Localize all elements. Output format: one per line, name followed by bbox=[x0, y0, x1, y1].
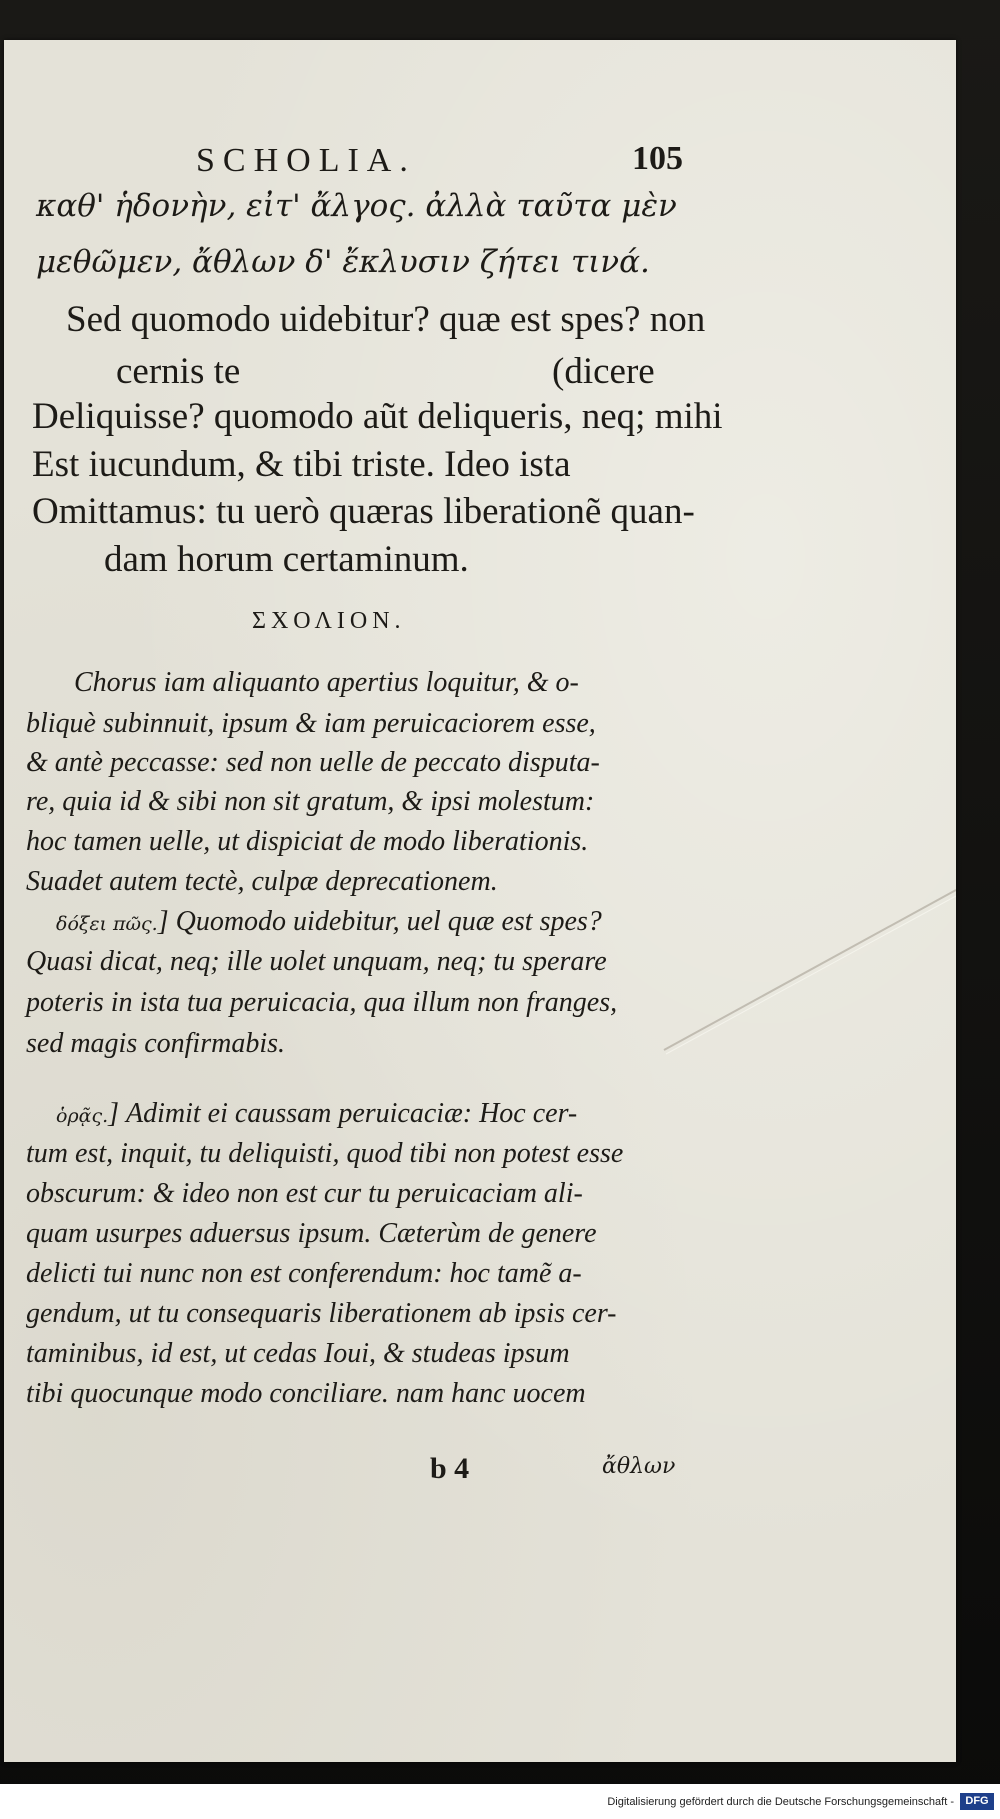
commentary-line-text: ] Quomodo uidebitur, uel quæ est spes? bbox=[157, 906, 602, 937]
lemma-greek: δόξει πῶς. bbox=[56, 913, 158, 935]
book-page bbox=[4, 40, 956, 1762]
greek-verse-line: καθ' ἡδονὴν, εἰτ' ἄλγος. ἀλλὰ ταῦτα μὲν bbox=[36, 188, 677, 224]
greek-verse-line: μεθῶμεν, ἄθλων δ' ἔκλυσιν ζήτει τινά. bbox=[36, 244, 650, 280]
commentary-line: bliquè subinnuit, ipsum & iam peruicaciorem esse, bbox=[26, 708, 596, 739]
latin-verse-line: Deliquisse? quomodo aũt deliqueris, neq; mihi bbox=[32, 396, 723, 437]
commentary-line: sed magis confirmabis. bbox=[26, 1028, 285, 1059]
commentary-line: Suadet autem tectè, culpæ deprecationem. bbox=[26, 866, 498, 897]
commentary-line-text: ] Adimit ei caussam peruicaciæ: Hoc cer- bbox=[108, 1098, 578, 1129]
dfg-logo: DFG bbox=[960, 1793, 994, 1810]
lemma-greek: ὁρᾷς. bbox=[56, 1105, 109, 1127]
commentary-line: gendum, ut tu consequaris liberationem ab ipsis cer- bbox=[26, 1298, 617, 1329]
commentary-line: taminibus, id est, ut cedas Ioui, & studeas ipsum bbox=[26, 1338, 570, 1369]
funding-credit: Digitalisierung gefördert durch die Deutsche Forschungsgemeinschaft - bbox=[607, 1796, 954, 1808]
commentary-line bbox=[56, 1098, 577, 1130]
commentary-line: quam usurpes aduersus ipsum. Cæterùm de genere bbox=[26, 1218, 597, 1249]
commentary-line bbox=[56, 906, 602, 938]
latin-verse-line: dam horum certaminum. bbox=[104, 539, 469, 580]
commentary-line: delicti tui nunc non est conferendum: hoc tamẽ a- bbox=[26, 1258, 582, 1289]
commentary-line: Quasi dicat, neq; ille uolet unquam, neq; tu sperare bbox=[26, 946, 607, 977]
latin-verse-line: Est iucundum, & tibi triste. Ideo ista bbox=[32, 444, 571, 485]
scholion-heading: ΣΧΟΛΙΟΝ. bbox=[252, 608, 406, 634]
signature-mark: b 4 bbox=[430, 1452, 470, 1485]
commentary-line: tibi quocunque modo conciliare. nam hanc uocem bbox=[26, 1378, 586, 1409]
commentary-line: hoc tamen uelle, ut dispiciat de modo liberationis. bbox=[26, 826, 589, 857]
running-head: SCHOLIA. bbox=[196, 142, 416, 179]
latin-verse-line: (dicere bbox=[552, 351, 655, 392]
commentary-line: tum est, inquit, tu deliquisti, quod tibi non potest esse bbox=[26, 1138, 624, 1169]
commentary-line: poteris in ista tua peruicacia, qua illum non franges, bbox=[26, 987, 618, 1018]
latin-verse-line: Sed quomodo uidebitur? quæ est spes? non bbox=[66, 299, 706, 340]
commentary-line: Chorus iam aliquanto apertius loquitur, & o- bbox=[74, 667, 579, 698]
commentary-line: re, quia id & sibi non sit gratum, & ipsi molestum: bbox=[26, 786, 595, 817]
commentary-line: obscurum: & ideo non est cur tu peruicaciam ali- bbox=[26, 1178, 583, 1209]
latin-verse-line: cernis te bbox=[116, 351, 241, 392]
catchword: ἄθλων bbox=[602, 1454, 676, 1479]
commentary-line: & antè peccasse: sed non uelle de peccato disputa- bbox=[26, 747, 600, 778]
page-number: 105 bbox=[632, 140, 683, 177]
latin-verse-line: Omittamus: tu uerò quæras liberationẽ quan- bbox=[32, 491, 695, 532]
